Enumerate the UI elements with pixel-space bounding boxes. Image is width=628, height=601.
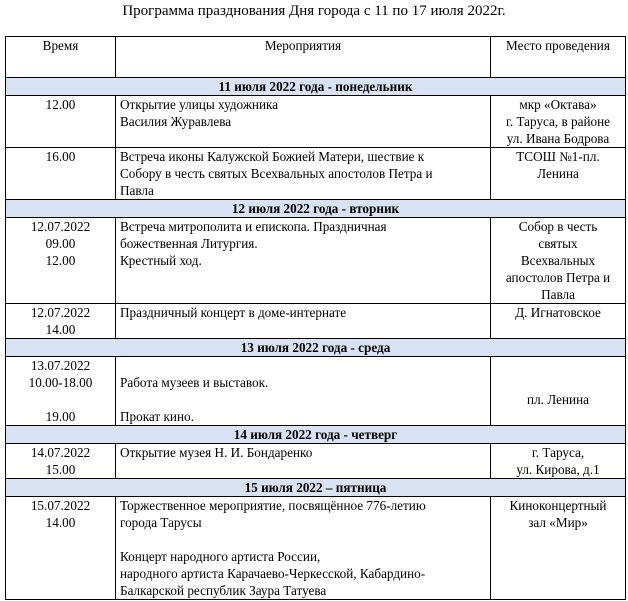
event-cell — [116, 148, 491, 200]
cell-line: апостолов Петра и — [505, 270, 611, 285]
header-row — [6, 37, 626, 78]
place-cell — [491, 497, 626, 600]
event-cell — [116, 218, 491, 304]
cell-line: пл. Ленина — [527, 392, 589, 407]
event-cell — [116, 444, 491, 479]
cell-line: Встреча митрополита и епископа. Праздничная — [120, 219, 387, 234]
cell-line: Василия Журавлева — [120, 114, 232, 129]
cell-line: 09.00 — [45, 236, 76, 251]
cell-line: Торжественное мероприятие, посвящённое 776-летию — [120, 498, 426, 513]
event-row — [6, 497, 626, 600]
blank-line — [120, 357, 486, 374]
cell-line: Открытие музея Н. И. Бондаренко — [120, 445, 313, 460]
place-cell — [491, 96, 626, 148]
time-cell — [6, 96, 116, 148]
cell-line: Собору в честь святых Всехвальных апостолов Петра и — [120, 166, 433, 181]
event-cell — [116, 357, 491, 426]
blank-line — [120, 391, 486, 408]
column-header-place: Место проведения — [491, 37, 626, 78]
time-cell — [6, 218, 116, 304]
cell-line: Концерт народного артиста России, — [120, 549, 321, 564]
cell-line: Собор в честь — [518, 219, 598, 234]
cell-line: Д. Игнатовское — [515, 305, 601, 320]
cell-line: 14.00 — [45, 322, 76, 337]
cell-line: 15.07.2022 — [30, 498, 91, 513]
place-cell — [491, 148, 626, 200]
cell-line: ул. Ивана Бодрова — [506, 131, 610, 146]
cell-line: Всехвальных — [520, 253, 596, 268]
cell-line: 10.00-18.00 — [28, 375, 93, 390]
schedule-table — [5, 36, 626, 600]
time-cell — [6, 148, 116, 200]
place-cell — [491, 304, 626, 339]
cell-line: ТСОШ №1-пл. — [516, 149, 600, 164]
cell-line: г. Таруса, в районе — [505, 114, 611, 129]
event-row — [6, 357, 626, 426]
day-heading: 13 июля 2022 года - среда — [6, 339, 626, 357]
cell-line: 19.00 — [45, 409, 76, 424]
day-heading: 11 июля 2022 года - понедельник — [6, 78, 626, 96]
place-cell — [491, 357, 626, 426]
time-cell — [6, 304, 116, 339]
cell-line: Киноконцертный — [509, 498, 607, 513]
cell-line: Павла — [120, 183, 154, 198]
blank-line — [120, 531, 486, 548]
event-row — [6, 148, 626, 200]
cell-line: 12.07.2022 — [30, 219, 91, 234]
cell-line: 14.00 — [45, 515, 76, 530]
day-heading: 12 июля 2022 года - вторник — [6, 200, 626, 218]
cell-line: 13.07.2022 — [30, 358, 91, 373]
cell-line: ул. Кирова, д.1 — [516, 462, 600, 477]
blank-line — [495, 374, 621, 391]
cell-line: зал «Мир» — [528, 515, 588, 530]
event-cell — [116, 96, 491, 148]
blank-line — [10, 391, 111, 408]
event-row — [6, 304, 626, 339]
cell-line: Работа музеев и выставок. — [120, 375, 269, 390]
event-row — [6, 218, 626, 304]
cell-line: 16.00 — [45, 149, 76, 164]
event-row — [6, 444, 626, 479]
cell-line: 15.00 — [45, 462, 76, 477]
day-heading-row — [6, 479, 626, 497]
cell-line: города Тарусы — [120, 515, 202, 530]
event-cell — [116, 304, 491, 339]
cell-line: Прокат кино. — [120, 409, 194, 424]
cell-line: Открытие улицы художника — [120, 97, 279, 112]
time-cell — [6, 444, 116, 479]
day-heading: 14 июля 2022 года - четверг — [6, 426, 626, 444]
time-cell — [6, 497, 116, 600]
event-row — [6, 96, 626, 148]
cell-line: народного артиста Карачаево-Черкесской, Кабардино- — [120, 566, 426, 581]
day-heading-row — [6, 339, 626, 357]
day-heading-row — [6, 200, 626, 218]
cell-line: 12.00 — [45, 97, 76, 112]
cell-line: Павла — [541, 287, 575, 302]
page-title: Программа празднования Дня города с 11 по 17 июля 2022г. — [122, 3, 506, 19]
place-cell — [491, 218, 626, 304]
day-heading-row — [6, 78, 626, 96]
event-cell — [116, 497, 491, 600]
cell-line: Праздничный концерт в доме-интернате — [120, 305, 347, 320]
cell-line: 14.07.2022 — [30, 445, 91, 460]
cell-line: Встреча иконы Калужской Божией Матери, шествие к — [120, 149, 425, 164]
column-header-time: Время — [6, 37, 116, 78]
cell-line: г. Таруса, — [531, 445, 585, 460]
cell-line: 12.00 — [45, 253, 76, 268]
day-heading: 15 июля 2022 – пятница — [6, 479, 626, 497]
cell-line: Крестный ход. — [120, 253, 202, 268]
cell-line: Ленина — [537, 166, 579, 181]
cell-line: 12.07.2022 — [30, 305, 91, 320]
cell-line: божественная Литургия. — [120, 236, 258, 251]
time-cell — [6, 357, 116, 426]
day-heading-row — [6, 426, 626, 444]
cell-line: Балкарской республик Заура Татуева — [120, 583, 327, 598]
column-header-event: Мероприятия — [116, 37, 491, 78]
blank-line — [495, 357, 621, 374]
place-cell — [491, 444, 626, 479]
cell-line: святых — [538, 236, 578, 251]
cell-line: мкр «Октава» — [519, 97, 597, 112]
